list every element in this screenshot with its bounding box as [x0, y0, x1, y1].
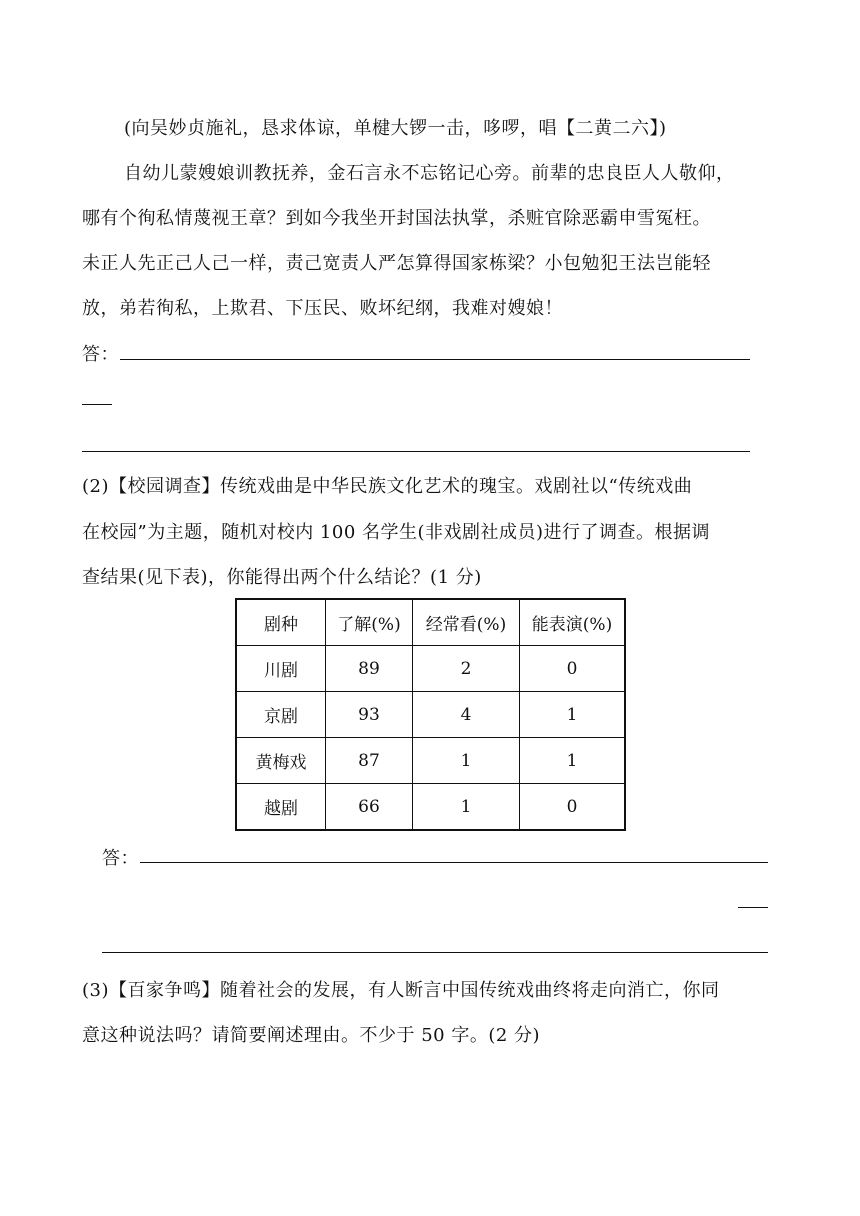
answer-blank-line[interactable]	[102, 952, 768, 953]
question-3-line: 意这种说法吗？请简要阐述理由。不少于 50 字。(2 分)	[82, 1025, 541, 1046]
table-cell: 4	[413, 692, 520, 738]
table-cell: 2	[413, 646, 520, 692]
answer-label: 答：	[82, 344, 119, 365]
table-cell: 0	[520, 784, 626, 831]
table-header-cell: 了解(%)	[326, 599, 413, 646]
table-cell: 0	[520, 646, 626, 692]
stage-direction: (向吴妙贞施礼，恳求体谅，单楗大锣一击，哆啰，唱【二黄二六】)	[124, 118, 667, 139]
table-cell: 66	[326, 784, 413, 831]
table-cell: 1	[413, 784, 520, 831]
table-cell: 93	[326, 692, 413, 738]
table-cell: 黄梅戏	[236, 738, 326, 784]
answer-blank-line-end	[738, 907, 768, 908]
table-row	[236, 784, 625, 831]
question-2-line: (2)【校园调查】传统戏曲是中华民族文化艺术的瑰宝。戏剧社以“传统戏曲	[82, 476, 693, 497]
passage-line: 放，弟若徇私，上欺君、下压民、败坏纪纲，我难对嫂娘！	[82, 298, 563, 319]
table-header-cell: 剧种	[236, 599, 326, 646]
table-cell: 1	[413, 738, 520, 784]
table-header-cell: 能表演(%)	[520, 599, 626, 646]
table-cell: 川剧	[236, 646, 326, 692]
survey-table	[235, 598, 626, 831]
answer-blank-line[interactable]	[120, 359, 750, 360]
question-2-line: 在校园”为主题，随机对校内 100 名学生(非戏剧社成员)进行了调查。根据调	[82, 522, 711, 543]
table-row	[236, 646, 625, 692]
answer-label: 答：	[102, 848, 139, 869]
table-cell: 越剧	[236, 784, 326, 831]
question-3-line: (3)【百家争鸣】随着社会的发展，有人断言中国传统戏曲终将走向消亡，你同	[82, 980, 720, 1001]
table-cell: 89	[326, 646, 413, 692]
table-cell: 京剧	[236, 692, 326, 738]
answer-blank-line[interactable]	[82, 451, 750, 452]
answer-blank-line-end	[82, 404, 112, 405]
table-header-cell: 经常看(%)	[413, 599, 520, 646]
passage-line: 哪有个徇私情蔑视王章？到如今我坐开封国法执掌，杀赃官除恶霸申雪冤枉。	[82, 208, 711, 229]
question-2-line: 查结果(见下表)，你能得出两个什么结论？(1 分)	[82, 567, 482, 588]
table-cell: 1	[520, 738, 626, 784]
table-row	[236, 738, 625, 784]
table-cell: 87	[326, 738, 413, 784]
answer-blank-line[interactable]	[140, 862, 768, 863]
table-row	[236, 692, 625, 738]
passage-line: 未正人先正己人己一样，责己宽责人严怎算得国家栋梁？小包勉犯王法岂能轻	[82, 253, 711, 274]
table-cell: 1	[520, 692, 626, 738]
table-header-row	[236, 599, 625, 646]
passage-line: 自幼儿蒙嫂娘训教抚养，金石言永不忘铭记心旁。前辈的忠良臣人人敬仰，	[124, 163, 735, 184]
